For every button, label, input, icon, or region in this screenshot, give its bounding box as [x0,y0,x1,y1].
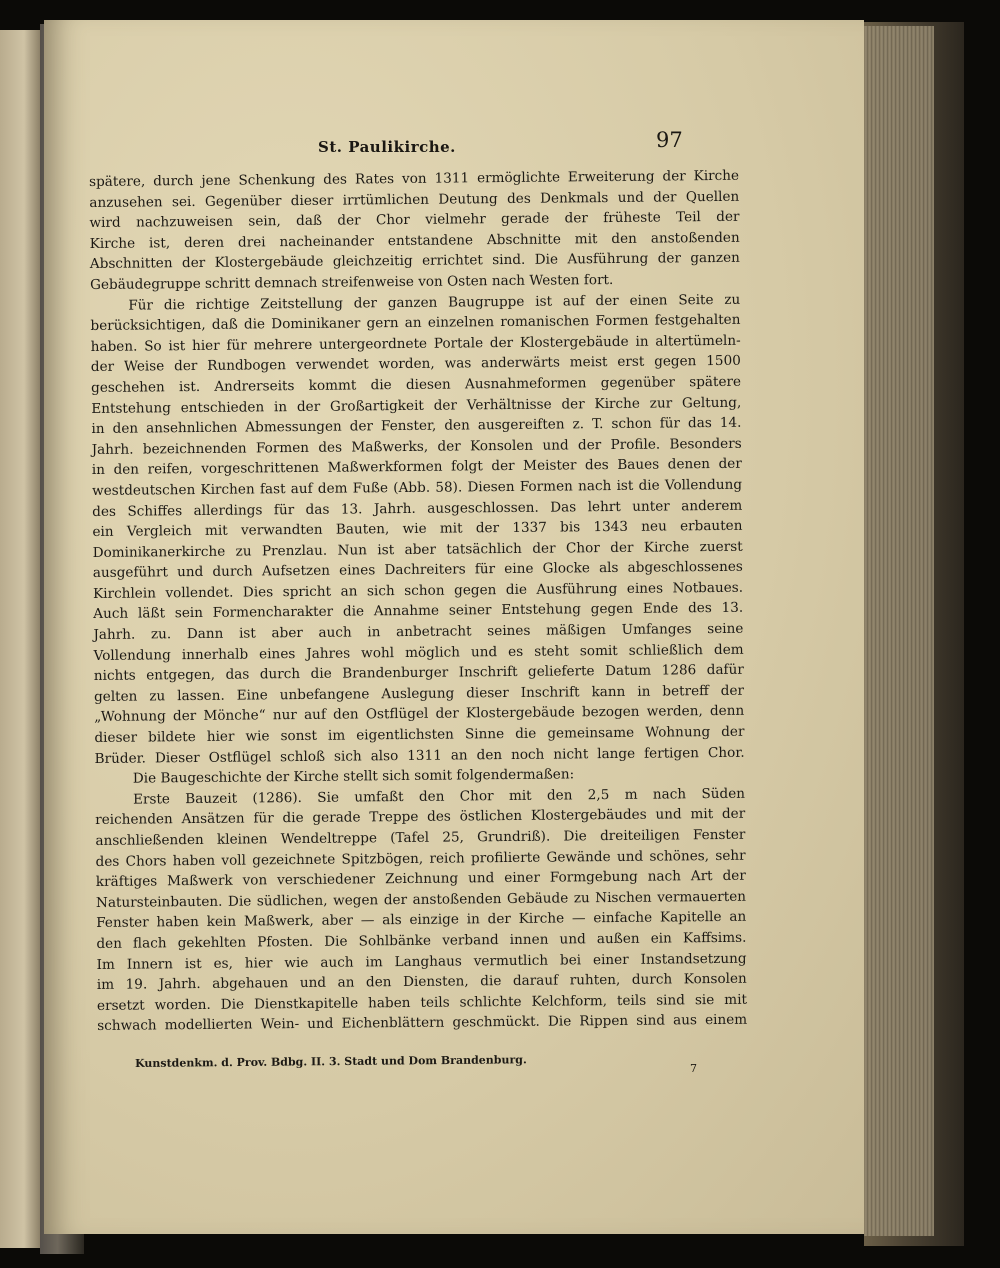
text-line: kräftiges Maßwerk von verschiedener Zeichnung und einer Formgebung nach Art der [95,867,746,891]
text-line: Kirchlein vollendet. Dies spricht an sich schon gegen die Ausführung eines Notbaues. [92,579,744,602]
text-line: ausgeführt und durch Aufsetzen eines Dachreiters für eine Glocke als abgeschlossenes [92,559,743,582]
text-line: Jahrh. bezeichnenden Formen des Maßwerks, der Konsolen und der Profile. Besonders [91,435,742,458]
text-line: Vollendung innerhalb eines Jahres wohl möglich und es steht somit schließlich dem [93,641,744,664]
text-line: berücksichtigen, daß die Dominikaner gern an einzelnen romanischen Formen festgehalten [90,311,741,335]
text-line: im 19. Jahrh. abgehauen und an den Diensten, die darauf ruhten, durch Konsolen [96,970,747,994]
text-line: nichts entgegen, das durch die Brandenburger Inschrift gelieferte Datum 1286 dafür [93,661,744,685]
text-line: anzusehen sei. Gegenüber dieser irrtümlichen Deutung des Denkmals und der Quellen [89,188,740,211]
text-line: des Chors haben voll gezeichnete Spitzbögen, reich profilierte Gewände und schönes, sehr [95,847,746,870]
text-line: geschehen ist. Andrerseits kommt die diesen Ausnahmeformen gegenüber spätere [90,373,742,396]
text-line: Dominikanerkirche zu Prenzlau. Nun ist aber tatsächlich der Chor der Kirche zuerst [92,538,743,561]
text-line: Jahrh. zu. Dann ist aber auch in anbetracht seines mäßigen Umfanges seine [93,620,744,644]
text-line: Natursteinbauten. Die südlichen, wegen der anstoßenden Gebäude zu Nischen vermauerten [95,888,747,911]
text-line: Im Innern ist es, hier wie auch im Langhaus vermutlich bei einer Instandsetzung [96,950,747,973]
page-number: 97 [656,128,683,152]
text-line: Für die richtige Zeitstellung der ganzen Baugruppe ist auf der einen Seite zu [128,291,741,314]
text-line: Abschnitten der Klostergebäude gleichzeitig errichtet sind. Die Ausführung der ganzen [89,250,740,273]
text-line: ein Vergleich mit verwandten Bauten, wie mit der 1337 bis 1343 neu erbauten [92,517,743,541]
running-head: St. Paulikirche. [318,138,456,156]
text-line: in den ansehnlichen Abmessungen der Fenster, den ausgereiften z. T. schon für das 14. [91,414,742,438]
text-line: Brüder. Dieser Ostflügel schloß sich also 1311 an den noch nicht lange fertigen Chor. [94,744,745,767]
text-line: schwach modellierten Wein- und Eichenblättern geschmückt. Die Rippen sind aus einem [97,1012,748,1035]
text-line: wird nachzuweisen sein, daß der Chor vielmehr gerade der früheste Teil der [89,208,740,232]
text-line: Erste Bauzeit (1286). Sie umfaßt den Chor mit den 2,5 m nach Süden [132,785,746,808]
text-line: Fenster haben kein Maßwerk, aber — als einzige in der Kirche — einfache Kapitelle an [96,909,747,932]
text-line: den flach gekehlten Pfosten. Die Sohlbänke verband innen und außen ein Kaffsims. [96,929,747,952]
text-line: Die Baugeschichte der Kirche stellt sich somit folgendermaßen: [132,766,575,787]
text-line: anschließenden kleinen Wendeltreppe (Tafel 25, Grundriß). Die dreiteiligen Fenster [95,826,746,849]
signature-mark: 7 [690,1062,697,1075]
text-line: westdeutschen Kirchen fast auf dem Fuße (Abb. 58). Diesen Formen nach ist die Vollendung [91,476,743,499]
text-line: des Schiffes allerdings für das 13. Jahrh. ausgeschlossen. Das lehrt unter anderem [92,497,743,520]
body-text [89,166,747,1037]
text-line: spätere, durch jene Schenkung des Rates von 1311 ermöglichte Erweiterung der Kirche [89,167,740,190]
page-stack-edges [864,26,934,1236]
text-line: haben. So ist hier für mehrere untergeordnete Portale der Klostergebäude in altertümeln- [90,332,741,355]
text-line: reichenden Ansätzen für die gerade Treppe des östlichen Klostergebäudes und mit der [95,806,746,829]
text-line: gelten zu lassen. Eine unbefangene Auslegung dieser Inschrift kann in betreff der [93,682,745,705]
text-line: dieser bildete hier wie sonst im eigentlichsten Sinne die gemeinsame Wohnung der [94,723,745,747]
text-line: der Weise der Rundbogen verwendet worden, was anderwärts meist erst gegen 1500 [90,353,741,376]
text-line: Gebäudegruppe schritt demnach streifenweise von Osten nach Westen fort. [90,271,614,293]
previous-page-edge [0,30,42,1248]
text-line: ersetzt worden. Die Dienstkapitelle haben teils schlichte Kelchform, teils sind sie mit [96,991,748,1014]
footer-note: Kunstdenkm. d. Prov. Bdbg. II. 3. Stadt und Dom Brandenburg. [135,1053,527,1070]
text-line: in den reifen, vorgeschrittenen Maßwerkformen folgt der Meister des Baues denen der [91,456,742,479]
text-line: „Wohnung der Mönche“ nur auf den Ostflügel der Klostergebäude bezogen werden, denn [94,703,745,726]
text-line: Kirche ist, deren drei nacheinander entstandene Abschnitte mit den anstoßenden [89,229,740,252]
text-line: Auch läßt sein Formencharakter die Annahme seiner Entstehung gegen Ende des 13. [93,600,744,623]
text-line: Entstehung entschieden in der Großartigkeit der Verhältnisse der Kirche zur Geltung, [91,394,742,417]
